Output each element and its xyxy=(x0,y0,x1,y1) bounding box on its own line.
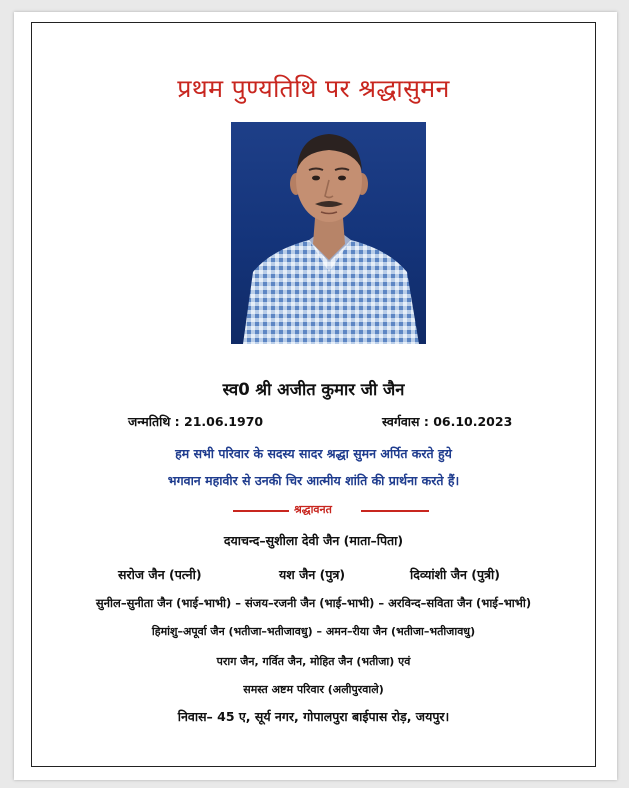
divider-label: श्रद्धावनत xyxy=(294,503,332,516)
birth-date: जन्मतिथि : 21.06.1970 xyxy=(128,414,264,429)
portrait-photo xyxy=(231,122,426,344)
deceased-name: स्व0 श्री अजीत कुमार जी जैन xyxy=(222,380,405,399)
nephews-line1: हिमांशु–अपूर्वा जैन (भतीजा–भतीजावधु) – अमन–रीया जैन (भतीजा–भतीजावधु) xyxy=(151,625,476,638)
divider-rule-right xyxy=(361,510,429,512)
portrait-illustration xyxy=(231,122,426,344)
wife-name: सरोज जैन (पत्नी) xyxy=(118,567,202,582)
nephews-line2: पराग जैन, गर्वित जैन, मोहित जैन (भतीजा) एवं xyxy=(216,655,411,668)
divider-rule-left xyxy=(233,510,289,512)
son-name: यश जैन (पुत्र) xyxy=(279,567,346,582)
mourners-divider xyxy=(233,504,429,518)
brothers-line: सुनील–सुनीता जैन (भाई–भाभी) – संजय–रजनी जैन (भाई–भाभी) – अरविन्द–सविता जैन (भाई–भाभी) xyxy=(95,596,532,610)
card-title: प्रथम पुण्यतिथि पर श्रद्धासुमन xyxy=(177,74,450,103)
death-date: स्वर्गवास : 06.10.2023 xyxy=(382,414,513,429)
address-line: निवास– 45 ए, सूर्य नगर, गोपालपुरा बाईपास रोड़, जयपुर। xyxy=(177,709,450,724)
card-border xyxy=(31,22,596,767)
condolence-card xyxy=(14,12,617,780)
daughter-name: दिव्यांशी जैन (पुत्री) xyxy=(410,567,500,582)
parents-line: दयाचन्द–सुशीला देवी जैन (माता–पिता) xyxy=(223,533,404,548)
tribute-message-line2: भगवान महावीर से उनकी चिर आत्मीय शांति की प्रार्थना करते हैं। xyxy=(167,473,460,488)
family-line: समस्त अष्टम परिवार (अलीपुरवाले) xyxy=(243,683,384,696)
tribute-message-line1: हम सभी परिवार के सदस्य सादर श्रद्धा सुमन अर्पित करते हुये xyxy=(175,446,452,461)
